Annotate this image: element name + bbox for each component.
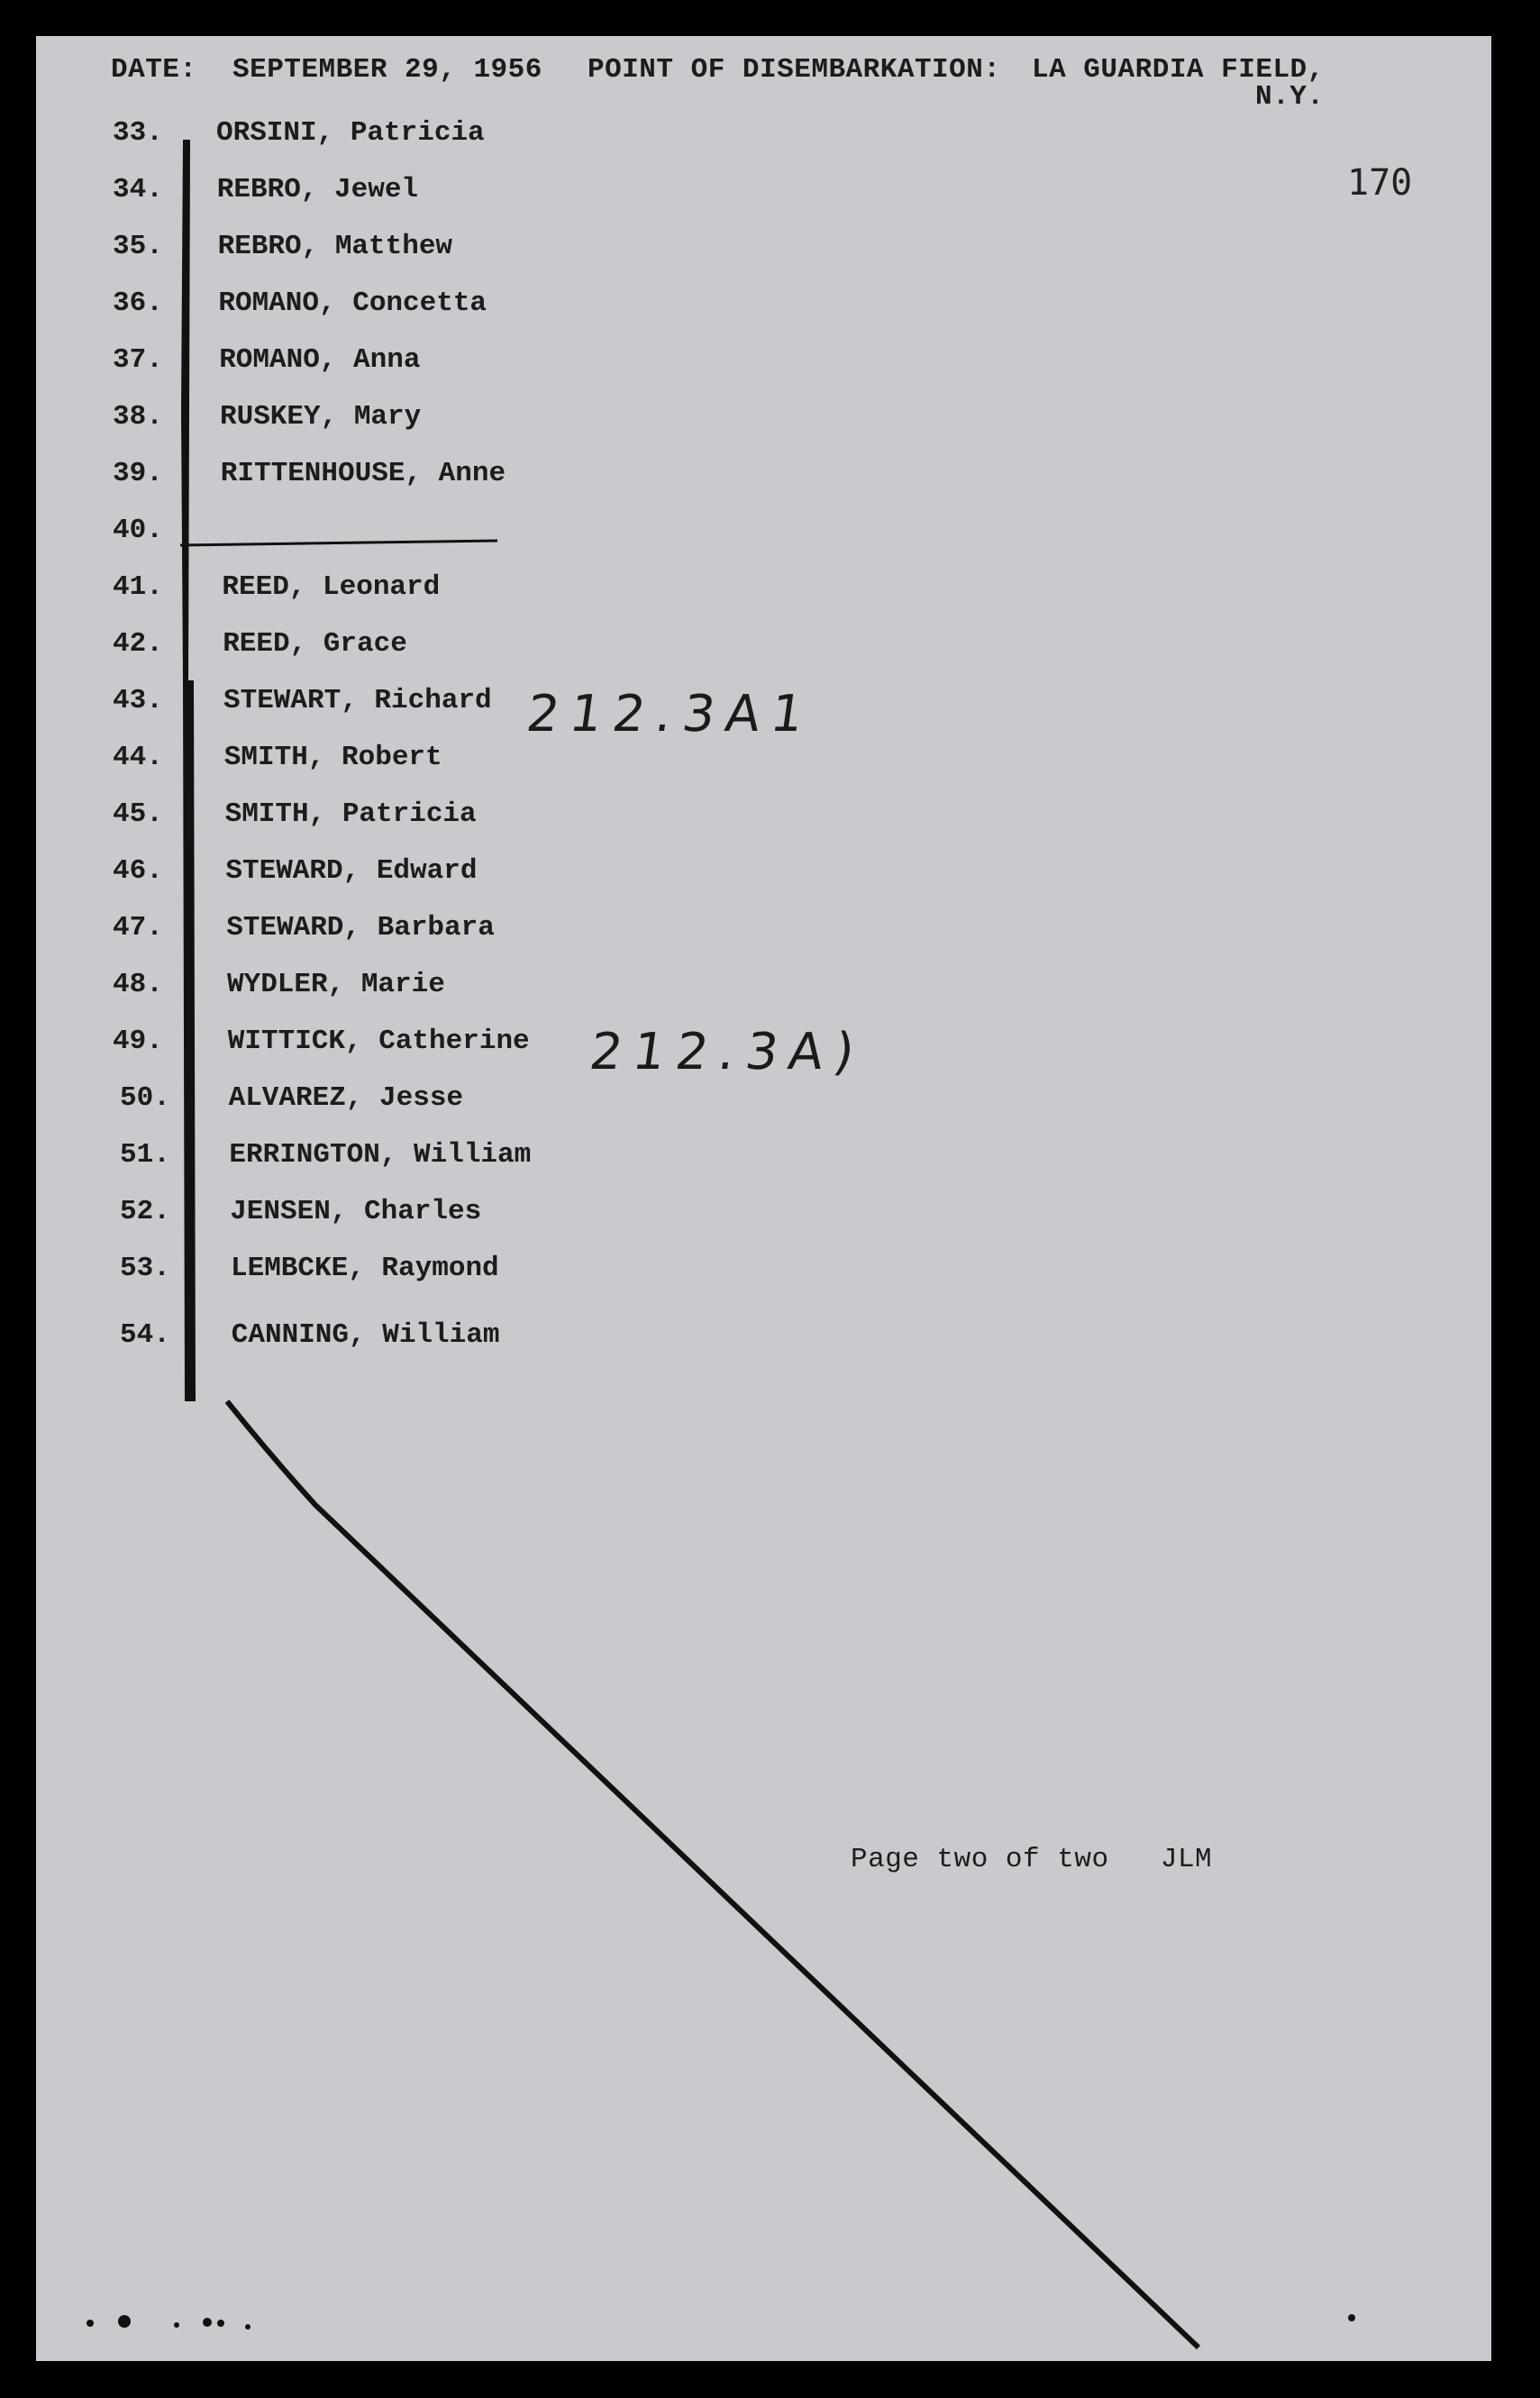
row-number: 40. xyxy=(113,515,163,546)
passenger-name: REED, Grace xyxy=(223,628,407,660)
handwritten-note-49: 212.3A) xyxy=(586,1023,870,1081)
row-number: 54. xyxy=(120,1319,170,1351)
passenger-name: WITTICK, Catherine xyxy=(227,1026,530,1057)
passenger-name: LEMBCKE, Raymond xyxy=(231,1253,499,1284)
row-number: 33. xyxy=(113,117,163,149)
row-number: 51. xyxy=(120,1139,170,1171)
passenger-name: ALVAREZ, Jesse xyxy=(228,1082,464,1114)
disembarkation-value-line2: N.Y. xyxy=(1255,81,1325,113)
passenger-name: RUSKEY, Mary xyxy=(220,401,422,433)
row-number: 46. xyxy=(113,855,163,887)
passenger-name: SMITH, Patricia xyxy=(224,798,477,830)
scan-specks xyxy=(36,2307,1491,2343)
row-number: 35. xyxy=(113,231,163,262)
document-page xyxy=(36,36,1491,2361)
passenger-name: CANNING, William xyxy=(231,1319,500,1351)
page-number: 170 xyxy=(1347,162,1413,204)
row-number: 47. xyxy=(113,912,163,944)
row-number: 52. xyxy=(120,1196,170,1227)
passenger-name: REED, Leonard xyxy=(222,571,441,603)
passenger-name: WYDLER, Marie xyxy=(227,969,445,1000)
row-number: 48. xyxy=(113,969,163,1000)
disembarkation-label: POINT OF DISEMBARKATION: xyxy=(588,54,1001,86)
row-number: 44. xyxy=(113,742,163,773)
passenger-name: REBRO, Jewel xyxy=(216,174,419,205)
cancellation-line xyxy=(36,36,1491,2361)
row-number: 37. xyxy=(113,344,163,376)
passenger-name: JENSEN, Charles xyxy=(230,1196,482,1227)
passenger-name: ERRINGTON, William xyxy=(229,1139,532,1171)
row-number: 38. xyxy=(113,401,163,433)
row-number: 50. xyxy=(120,1082,170,1114)
passenger-name: STEWART, Richard xyxy=(223,685,492,716)
row-number: 49. xyxy=(113,1026,163,1057)
passenger-name: REBRO, Matthew xyxy=(217,231,453,262)
passenger-name: ROMANO, Concetta xyxy=(218,287,488,319)
disembarkation-value: LA GUARDIA FIELD, xyxy=(1032,54,1325,86)
row-number: 43. xyxy=(113,685,163,716)
row-number: 53. xyxy=(120,1253,170,1284)
passenger-name: STEWARD, Edward xyxy=(225,855,478,887)
row-number: 39. xyxy=(113,458,163,489)
date-value: SEPTEMBER 29, 1956 xyxy=(232,54,542,86)
passenger-name: ORSINI, Patricia xyxy=(216,117,485,149)
handwritten-note-43: 212.3A1 xyxy=(523,685,818,743)
row-number: 45. xyxy=(113,798,163,830)
passenger-name: SMITH, Robert xyxy=(223,742,442,773)
row-number: 41. xyxy=(113,571,163,603)
passenger-name: STEWARD, Barbara xyxy=(226,912,495,944)
row-number: 34. xyxy=(113,174,163,205)
row-number: 36. xyxy=(113,287,163,319)
passenger-name: ROMANO, Anna xyxy=(219,344,421,376)
passenger-name: RITTENHOUSE, Anne xyxy=(220,458,506,489)
date-label: DATE: xyxy=(111,54,197,86)
row-number: 42. xyxy=(113,628,163,660)
page-footer: Page two of two JLM xyxy=(851,1844,1213,1875)
